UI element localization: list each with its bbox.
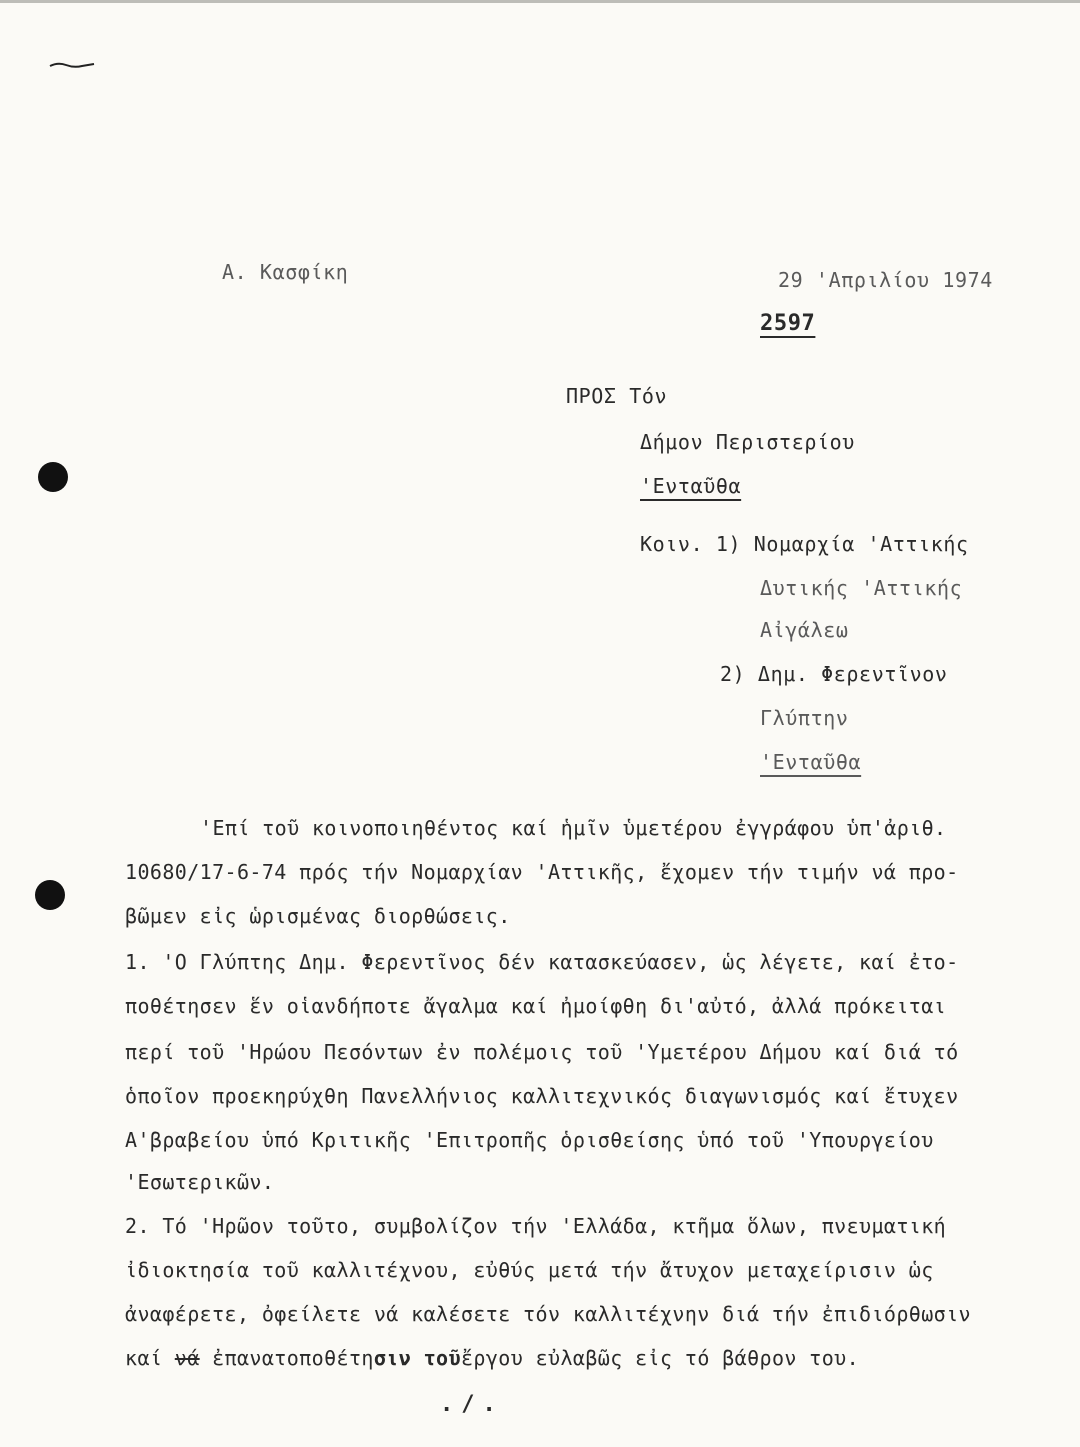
body-line: ἀναφέρετε, ὀφείλετε νά καλέσετε τόν καλλιτέχνην διά τήν ἐπιδιόρθωσιν [125, 1302, 971, 1326]
reference-number: 2597 [760, 311, 816, 336]
body-text: ἔργου εὐλαβῶς εἰς τό βάθρον του. [460, 1346, 860, 1370]
body-text: ἐπανατοποθέτη [199, 1346, 374, 1370]
scan-edge [0, 0, 1080, 3]
pen-scribble-mark [48, 60, 96, 70]
overtyped-text: σιν τοῦ [373, 1346, 461, 1370]
body-line: Α'βραβείου ὑπό Κριτικῆς 'Επιτροπῆς ὁρισθείσης ὑπό τοῦ 'Υπουργείου [125, 1128, 934, 1152]
body-line: περί τοῦ 'Ηρώου Πεσόντων ἐν πολέμοις τοῦ 'Υμετέρου Δήμου καί διά τό [125, 1040, 959, 1064]
body-line: 1. 'Ο Γλύπτης Δημ. Φερεντῖνος δέν κατασκεύασεν, ὡς λέγετε, καί ἐτο- [125, 950, 959, 974]
sender-name: Α. Κασφίκη [222, 260, 349, 284]
body-line: ποθέτησεν ἕν οἱανδήποτε ἄγαλμα καί ἠμοίφθη δι'αὐτό, ἀλλά πρόκειται [125, 994, 947, 1018]
body-line: ἰδιοκτησία τοῦ καλλιτέχνου, εὐθύς μετά τήν ἄτυχον μεταχείρισιν ὡς [125, 1258, 934, 1282]
body-line: 'Εσωτερικῶν. [125, 1170, 275, 1194]
cc-line: Γλύπτην [760, 706, 849, 730]
addressee-location: 'Ενταῦθα [640, 474, 742, 498]
body-line-final [125, 1346, 1040, 1370]
body-line: 'Επί τοῦ κοινοποιηθέντος καί ἡμῖν ὑμετέρου ἐγγράφου ὑπ'ἀριθ. [200, 816, 947, 840]
struck-text: νά [174, 1346, 200, 1370]
letter-date: 29 'Απριλίου 1974 [778, 268, 993, 292]
body-text: καί [125, 1346, 175, 1370]
body-line: ὁποῖον προεκηρύχθη Πανελλήνιος καλλιτεχνικός διαγωνισμός καί ἔτυχεν [125, 1084, 959, 1108]
continuation-mark: ./. [440, 1392, 504, 1417]
cc-location: 'Ενταῦθα [760, 750, 862, 774]
addressee-recipient: Δήμον Περιστερίου [640, 430, 855, 454]
punch-hole-icon [35, 880, 65, 910]
cc-line: Αἰγάλεω [760, 618, 849, 642]
cc-line: 2) Δημ. Φερεντῖνον [720, 662, 948, 686]
punch-hole-icon [38, 462, 68, 492]
addressee-pros: ΠΡΟΣ Τόν [566, 384, 668, 408]
body-line: βῶμεν εἰς ὡρισμένας διορθώσεις. [125, 904, 511, 928]
cc-line: Δυτικής 'Αττικής [760, 576, 963, 600]
body-line: 10680/17-6-74 πρός τήν Νομαρχίαν 'Αττικῆς, ἔχομεν τήν τιμήν νά προ- [125, 860, 959, 884]
body-line: 2. Τό 'Ηρῶον τοῦτο, συμβολίζον τήν 'Ελλάδα, κτῆμα ὅλων, πνευματική [125, 1214, 947, 1238]
cc-label: Κοιν. 1) Νομαρχία 'Αττικής [640, 532, 969, 556]
